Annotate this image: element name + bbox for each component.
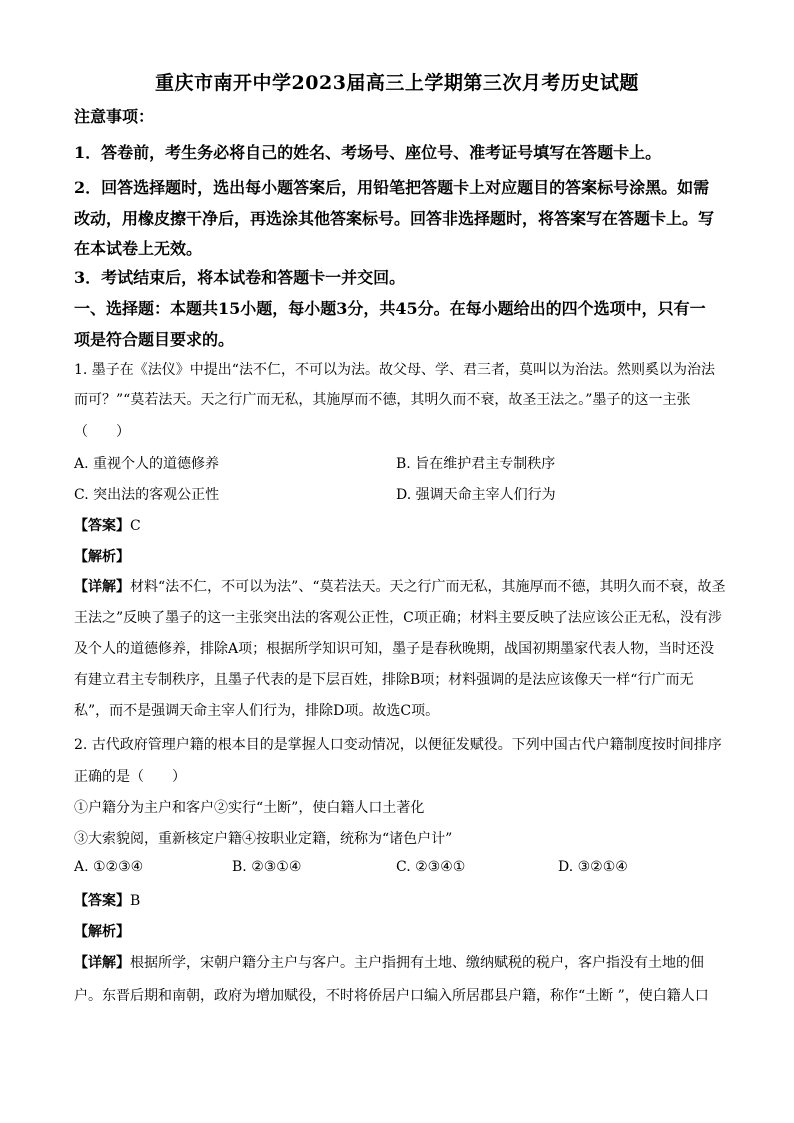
q1-stem: 而可？”“莫若法天。天之行广而无私，其施厚而不德，其明久而不衰，故圣王法之。”墨子的这一主张: [74, 392, 691, 408]
q2-answer: [74, 890, 734, 910]
detail-text: 根据所学，宋朝户籍分主户与客户。主户指拥有土地、缴纳赋税的税户，客户指没有土地的佃: [130, 955, 704, 971]
notice-heading: 注意事项：: [74, 107, 155, 126]
notice-item: 在本试卷上无效。: [74, 239, 203, 258]
q1-stem: （ ）: [74, 424, 130, 440]
detail-text: 材料“法不仁，不可以为法”、“莫若法天。天之行广而无私，其施厚而不德，其明久而不衰，故圣: [130, 579, 726, 595]
section-heading: 项是符合题目要求的。: [74, 330, 235, 349]
q1-stem: 1. 墨子在《法仪》中提出“法不仁，不可以为法。故父母、学、君三者，莫叫以为治法。然则奚以为治法: [74, 362, 715, 378]
answer-tag: 【答案】: [74, 893, 130, 909]
q2-stem: 正确的是（ ）: [74, 769, 186, 785]
q2-detail: 户。东晋后期和南朝，政府为增加赋役，不时将侨居户口编入所居郡县户籍，称作“土断 ”，使白籍人口: [74, 988, 709, 1004]
q1-detail: 王法之”反映了墨子的这一主张突出法的客观公正性，C项正确；材料主要反映了法应该公正无私，没有涉: [74, 610, 722, 626]
section-heading: 一、选择题：本题共15小题，每小题3分，共45分。在每小题给出的四个选项中，只有一: [74, 299, 706, 318]
q1-option-b: B. 旨在维护君主专制秩序: [396, 456, 556, 472]
q1-analysis-tag: 【解析】: [74, 549, 130, 565]
q1-detail: 私”，而不是强调天命主宰人们行为，排除D项。故选C项。: [74, 703, 440, 719]
q2-stem: ③大索貌阅，重新核定户籍④按职业定籍，统称为“诸色户计”: [74, 831, 453, 847]
answer-value: B: [130, 893, 141, 909]
q1-detail: 有建立君主专制秩序，且墨子代表的是下层百姓，排除B项；材料强调的是法应该像天一样“行广而无: [74, 672, 694, 688]
notice-item: 1．答卷前，考生务必将自己的姓名、考场号、座位号、准考证号填写在答题卡上。: [74, 143, 662, 162]
q1-option-a: A. 重视个人的道德修养: [74, 456, 220, 472]
notice-item: 2．回答选择题时，选出每小题答案后，用铅笔把答题卡上对应题目的答案标号涂黑。如需: [74, 178, 710, 197]
detail-tag: 【详解】: [74, 955, 130, 971]
answer-value: C: [130, 518, 141, 534]
q2-analysis-tag: 【解析】: [74, 924, 130, 940]
q1-detail: [74, 576, 734, 596]
q1-option-d: D. 强调天命主宰人们行为: [396, 487, 556, 503]
q1-answer: [74, 515, 734, 535]
q1-detail: 及个人的道德修养，排除A项；根据所学知识可知，墨子是春秋晚期，战国初期墨家代表人物，当时还没: [74, 641, 715, 657]
q2-option-c: C. ②③④①: [396, 859, 466, 875]
q2-option-a: A. ①②③④: [74, 859, 144, 875]
q2-detail: [74, 952, 734, 972]
notice-item: 改动，用橡皮擦干净后，再选涂其他答案标号。回答非选择题时，将答案写在答题卡上。写: [74, 209, 715, 228]
notice-item: 3．考试结束后，将本试卷和答题卡一并交回。: [74, 268, 406, 287]
q1-option-c: C. 突出法的客观公正性: [74, 487, 220, 503]
q2-option-d: D. ③②①④: [558, 859, 628, 875]
page-title: 重庆市南开中学2023届高三上学期第三次月考历史试题: [155, 72, 639, 94]
detail-tag: 【详解】: [74, 579, 130, 595]
q2-option-b: B. ②③①④: [232, 859, 302, 875]
q2-stem: ①户籍分为主户和客户②实行“土断”，使白籍人口土著化: [74, 800, 425, 816]
answer-tag: 【答案】: [74, 518, 130, 534]
q2-stem: 2. 古代政府管理户籍的根本目的是掌握人口变动情况，以便征发赋役。下列中国古代户籍制度按时间排序: [74, 737, 722, 753]
